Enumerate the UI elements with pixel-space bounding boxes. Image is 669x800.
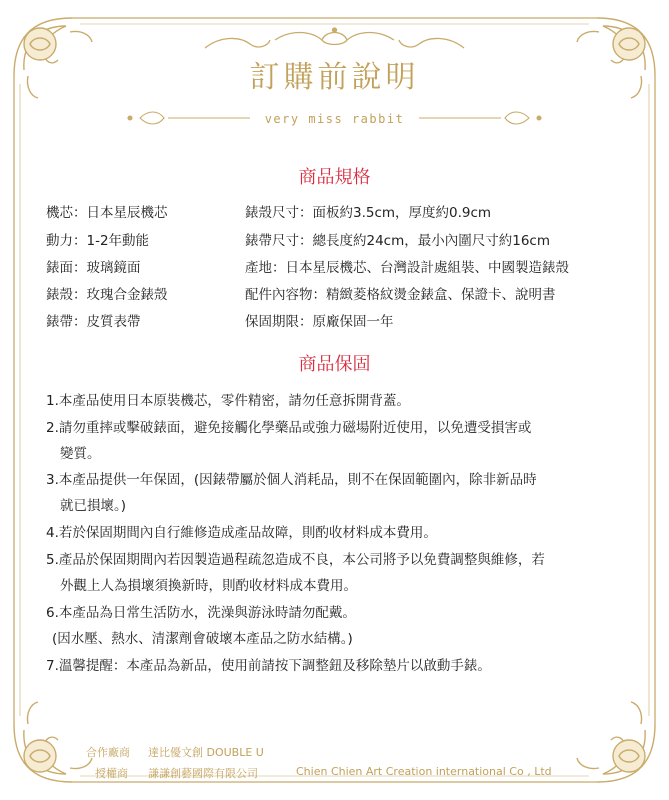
warranty-item-2-cont: 變質。 [60, 446, 101, 462]
spec-face: 錶面：玻璃鏡面 [46, 260, 141, 276]
warranty-item-7: 7.溫馨提醒：本產品為新品，使用前請按下調整鈕及移除墊片以啟動手錶。 [46, 658, 491, 674]
footer-license-english: Chien Chien Art Creation international Co , Ltd [296, 765, 552, 778]
corner-ornament-bottom-right [577, 702, 655, 782]
warranty-heading: 商品保固 [298, 354, 371, 375]
spec-band-size: 錶帶尺寸：總長度約24cm，最小內圍尺寸約16cm [245, 233, 551, 249]
footer-cooperation-label: 合作廠商 [86, 746, 130, 759]
warranty-item-3: 3.本產品提供一年保固，(因錶帶屬於個人消耗品，則不在保固範圍內，除非新品時 [46, 472, 537, 488]
spec-accessories: 配件內容物：精緻菱格紋燙金錶盒、保證卡、說明書 [245, 287, 556, 303]
title-flourish [205, 28, 464, 48]
warranty-item-3-cont: 就已損壞。) [60, 498, 127, 514]
spec-power: 動力：1-2年動能 [46, 233, 150, 249]
spec-band: 錶帶：皮質表帶 [46, 314, 141, 330]
warranty-item-5: 5.產品於保固期間內若因製造過程疏忽造成不良，本公司將予以免費調整與維修，若 [46, 552, 545, 568]
spec-movement: 機芯：日本星辰機芯 [46, 205, 168, 221]
footer-license-label: 授權商 [95, 767, 128, 780]
spec-case: 錶殼：玫瑰合金錶殼 [46, 287, 168, 303]
corner-ornament-bottom-left [14, 702, 92, 782]
spec-warranty-period: 保固期限：原廠保固一年 [245, 314, 394, 330]
warranty-item-4: 4.若於保固期間內自行維修造成產品故障，則酌收材料成本費用。 [46, 525, 437, 541]
specs-heading: 商品規格 [298, 167, 371, 188]
warranty-item-1: 1.本產品使用日本原裝機芯，零件精密，請勿任意拆開背蓋。 [46, 393, 410, 409]
footer-cooperation-value: 達比優文創 DOUBLE U [148, 746, 264, 759]
warranty-item-6: 6.本產品為日常生活防水，洗澡與游泳時請勿配戴。 [46, 605, 356, 621]
spec-origin: 產地：日本星辰機芯、台灣設計處組裝、中國製造錶殼 [245, 260, 569, 276]
warranty-item-5-cont: 外觀上人為損壞須換新時，則酌收材料成本費用。 [60, 578, 357, 594]
page-subtitle: very miss rabbit [264, 112, 405, 126]
warranty-item-2: 2.請勿重摔或擊破錶面，避免接觸化學藥品或強力磁場附近使用，以免遭受損害或 [46, 420, 532, 436]
spec-case-size: 錶殼尺寸：面板約3.5cm，厚度約0.9cm [245, 205, 492, 221]
page-title: 訂購前說明 [249, 60, 420, 95]
footer-license-value: 謙謙創藝國際有限公司 [148, 767, 258, 780]
warranty-item-6-cont: (因水壓、熱水、清潔劑會破壞本產品之防水結構。) [52, 631, 353, 647]
